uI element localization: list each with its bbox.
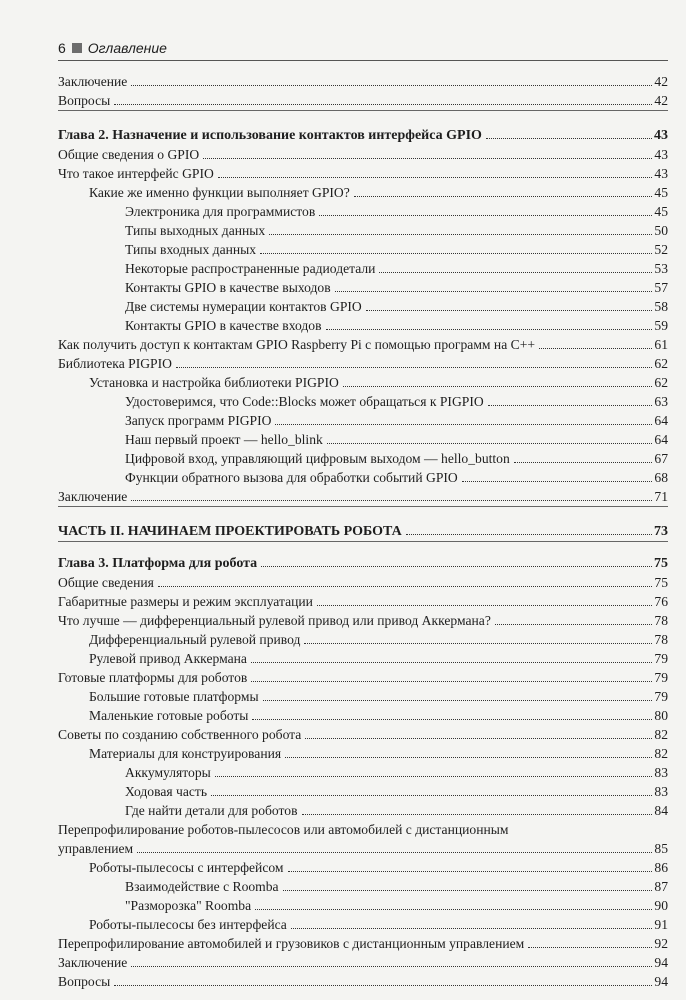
toc-entry: Общие сведения 75 (58, 575, 668, 590)
toc-entry: Две системы нумерации контактов GPIO 58 (125, 299, 668, 314)
toc-entry: Установка и настройка библиотеки PIGPIO 62 (89, 375, 668, 390)
toc-part: ЧАСТЬ II. НАЧИНАЕМ ПРОЕКТИРОВАТЬ РОБОТА 73 (58, 522, 668, 542)
toc-entry: Советы по созданию собственного робота 82 (58, 727, 668, 742)
toc-entry: Дифференциальный рулевой привод 78 (89, 632, 668, 647)
toc-entry: Что такое интерфейс GPIO 43 (58, 166, 668, 181)
table-of-contents (58, 72, 668, 991)
toc-entry: Вопросы 94 (58, 974, 668, 989)
toc-entry: Рулевой привод Аккермана 79 (89, 651, 668, 666)
toc-entry: Запуск программ PIGPIO 64 (125, 413, 668, 428)
toc-entry: Габаритные размеры и режим эксплуатации 76 (58, 594, 668, 609)
toc-entry: Некоторые распространенные радиодетали 53 (125, 261, 668, 276)
toc-entry: Электроника для программистов 45 (125, 204, 668, 219)
square-bullet-icon (72, 43, 82, 53)
toc-entry: Функции обратного вызова для обработки событий GPIO 68 (125, 470, 668, 485)
toc-entry: Как получить доступ к контактам GPIO Raspberry Pi с помощью программ на С++ 61 (58, 337, 668, 352)
toc-entry: Контакты GPIO в качестве выходов 57 (125, 280, 668, 295)
header-rule (58, 60, 668, 61)
toc-entry: Ходовая часть 83 (125, 784, 668, 799)
toc-entry: Вопросы 42 (58, 91, 668, 111)
toc-entry: Материалы для конструирования 82 (89, 746, 668, 761)
toc-entry: "Разморозка" Roomba 90 (125, 898, 668, 913)
toc-entry: Роботы-пылесосы без интерфейса 91 (89, 917, 668, 932)
toc-chapter: Глава 3. Платформа для робота 75 (58, 556, 668, 571)
toc-entry: Какие же именно функции выполняет GPIO? 45 (89, 185, 668, 200)
toc-entry: Заключение 94 (58, 955, 668, 970)
toc-entry: Аккумуляторы 83 (125, 765, 668, 780)
page-number: 6 (58, 40, 66, 56)
toc-entry: Заключение 71 (58, 487, 668, 507)
toc-entry: Библиотека PIGPIO 62 (58, 356, 668, 371)
toc-entry: Где найти детали для роботов 84 (125, 803, 668, 818)
toc-entry: Готовые платформы для роботов 79 (58, 670, 668, 685)
toc-entry: Маленькие готовые роботы 80 (89, 708, 668, 723)
toc-entry: Типы входных данных 52 (125, 242, 668, 257)
toc-entry: Типы выходных данных 50 (125, 223, 668, 238)
toc-entry: Наш первый проект — hello_blink 64 (125, 432, 668, 447)
toc-entry: Цифровой вход, управляющий цифровым выходом — hello_button 67 (125, 451, 668, 466)
toc-entry: Перепрофилирование роботов-пылесосов или автомобилей с дистанционным управлением 85 (58, 822, 668, 856)
toc-entry: Общие сведения о GPIO 43 (58, 147, 668, 162)
toc-entry: Взаимодействие с Roomba 87 (125, 879, 668, 894)
toc-entry: Заключение 42 (58, 74, 668, 89)
toc-chapter: Глава 2. Назначение и использование контактов интерфейса GPIO 43 (58, 128, 668, 143)
toc-entry: Удостоверимся, что Code::Blocks может обращаться к PIGPIO 63 (125, 394, 668, 409)
header-title: Оглавление (87, 40, 167, 56)
toc-entry: Большие готовые платформы 79 (89, 689, 668, 704)
toc-entry: Что лучше — дифференциальный рулевой привод или привод Аккермана? 78 (58, 613, 668, 628)
toc-entry: Роботы-пылесосы с интерфейсом 86 (89, 860, 668, 875)
toc-entry: Перепрофилирование автомобилей и грузовиков с дистанционным управлением 92 (58, 936, 668, 951)
running-header (58, 38, 668, 58)
toc-entry: Контакты GPIO в качестве входов 59 (125, 318, 668, 333)
